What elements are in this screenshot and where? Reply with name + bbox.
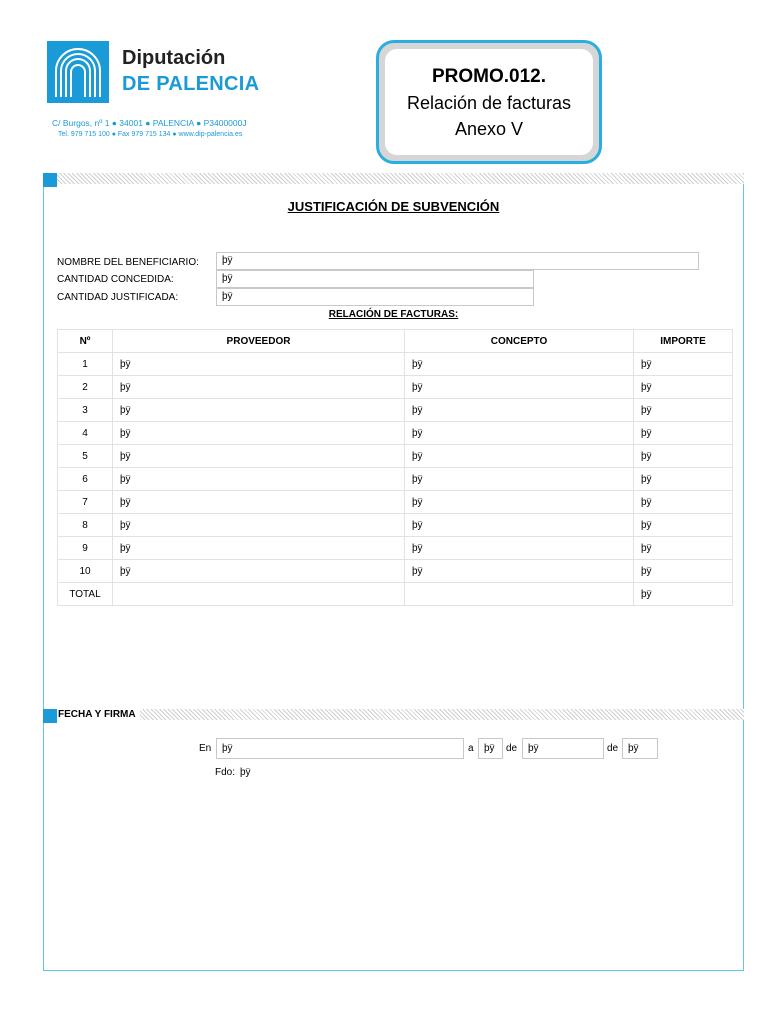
row-number: 3 — [58, 399, 113, 422]
invoices-title: RELACIÓN DE FACTURAS: — [328, 309, 459, 320]
total-concept-cell — [405, 583, 634, 606]
signature-field[interactable]: þÿ — [240, 767, 251, 778]
amount-field[interactable]: þÿ — [634, 468, 733, 491]
invoices-table — [57, 329, 733, 606]
org-name: Diputación — [122, 47, 226, 69]
arch-logo-icon — [47, 41, 109, 103]
amount-field[interactable]: þÿ — [634, 399, 733, 422]
logo-emblem — [47, 41, 109, 103]
provider-field[interactable]: þÿ — [113, 560, 405, 583]
table-row — [58, 353, 733, 376]
provider-field[interactable]: þÿ — [113, 468, 405, 491]
amount-field[interactable]: þÿ — [634, 376, 733, 399]
day-label: a — [468, 743, 474, 754]
concept-field[interactable]: þÿ — [405, 491, 634, 514]
signed-label: Fdo: — [215, 767, 236, 778]
row-number: 10 — [58, 560, 113, 583]
row-number: 7 — [58, 491, 113, 514]
row-number: 1 — [58, 353, 113, 376]
total-provider-cell — [113, 583, 405, 606]
row-number: 5 — [58, 445, 113, 468]
table-row — [58, 491, 733, 514]
provider-field[interactable]: þÿ — [113, 399, 405, 422]
year-field[interactable]: þÿ — [622, 738, 658, 759]
org-address: C/ Burgos, nº 1 ● 34001 ● PALENCIA ● P3400000J — [52, 118, 247, 128]
provider-field[interactable]: þÿ — [113, 445, 405, 468]
table-row — [58, 422, 733, 445]
table-row — [58, 560, 733, 583]
justified-amount-field[interactable]: þÿ — [216, 288, 534, 306]
amount-field[interactable]: þÿ — [634, 491, 733, 514]
form-code: PROMO.012. — [431, 66, 547, 87]
column-header: CONCEPTO — [405, 330, 634, 353]
place-field[interactable]: þÿ — [216, 738, 464, 759]
table-row — [58, 376, 733, 399]
org-subname: DE PALENCIA — [122, 73, 260, 95]
year-label: de — [607, 743, 619, 754]
amount-field[interactable]: þÿ — [634, 537, 733, 560]
provider-field[interactable]: þÿ — [113, 422, 405, 445]
concept-field[interactable]: þÿ — [405, 445, 634, 468]
provider-field[interactable]: þÿ — [113, 514, 405, 537]
concept-field[interactable]: þÿ — [405, 422, 634, 445]
form-subtitle: Relación de facturas — [406, 93, 572, 113]
granted-label: CANTIDAD CONCEDIDA: — [57, 274, 174, 285]
org-contact: Tel. 979 715 100 ● Fax 979 715 134 ● www.dip-palencia.es — [58, 131, 243, 138]
row-number: 9 — [58, 537, 113, 560]
section-divider — [140, 709, 744, 720]
row-number: 6 — [58, 468, 113, 491]
section-divider — [57, 173, 744, 184]
day-field[interactable]: þÿ — [478, 738, 503, 759]
row-number: 4 — [58, 422, 113, 445]
page-title: JUSTIFICACIÓN DE SUBVENCIÓN — [287, 199, 500, 214]
concept-field[interactable]: þÿ — [405, 514, 634, 537]
section-title: FECHA Y FIRMA — [58, 709, 136, 720]
total-label: TOTAL — [58, 583, 113, 606]
column-header: Nº — [58, 330, 113, 353]
table-row — [58, 537, 733, 560]
row-number: 2 — [58, 376, 113, 399]
column-header: IMPORTE — [634, 330, 733, 353]
section-marker — [43, 709, 57, 723]
granted-amount-field[interactable]: þÿ — [216, 270, 534, 288]
concept-field[interactable]: þÿ — [405, 560, 634, 583]
total-amount-field[interactable]: þÿ — [634, 583, 733, 606]
beneficiary-field[interactable]: þÿ — [216, 252, 699, 270]
concept-field[interactable]: þÿ — [405, 376, 634, 399]
section-marker — [43, 173, 57, 187]
concept-field[interactable]: þÿ — [405, 353, 634, 376]
month-label: de — [506, 743, 518, 754]
concept-field[interactable]: þÿ — [405, 468, 634, 491]
provider-field[interactable]: þÿ — [113, 353, 405, 376]
provider-field[interactable]: þÿ — [113, 537, 405, 560]
provider-field[interactable]: þÿ — [113, 491, 405, 514]
row-number: 8 — [58, 514, 113, 537]
month-field[interactable]: þÿ — [522, 738, 604, 759]
provider-field[interactable]: þÿ — [113, 376, 405, 399]
concept-field[interactable]: þÿ — [405, 399, 634, 422]
concept-field[interactable]: þÿ — [405, 537, 634, 560]
amount-field[interactable]: þÿ — [634, 560, 733, 583]
table-row — [58, 399, 733, 422]
amount-field[interactable]: þÿ — [634, 422, 733, 445]
amount-field[interactable]: þÿ — [634, 445, 733, 468]
total-row — [58, 583, 733, 606]
amount-field[interactable]: þÿ — [634, 514, 733, 537]
column-header: PROVEEDOR — [113, 330, 405, 353]
beneficiary-label: NOMBRE DEL BENEFICIARIO: — [57, 257, 199, 268]
table-row — [58, 514, 733, 537]
table-row — [58, 468, 733, 491]
form-annex: Anexo V — [454, 119, 524, 139]
amount-field[interactable]: þÿ — [634, 353, 733, 376]
table-row — [58, 445, 733, 468]
place-label: En — [199, 743, 212, 754]
justified-label: CANTIDAD JUSTIFICADA: — [57, 292, 179, 303]
